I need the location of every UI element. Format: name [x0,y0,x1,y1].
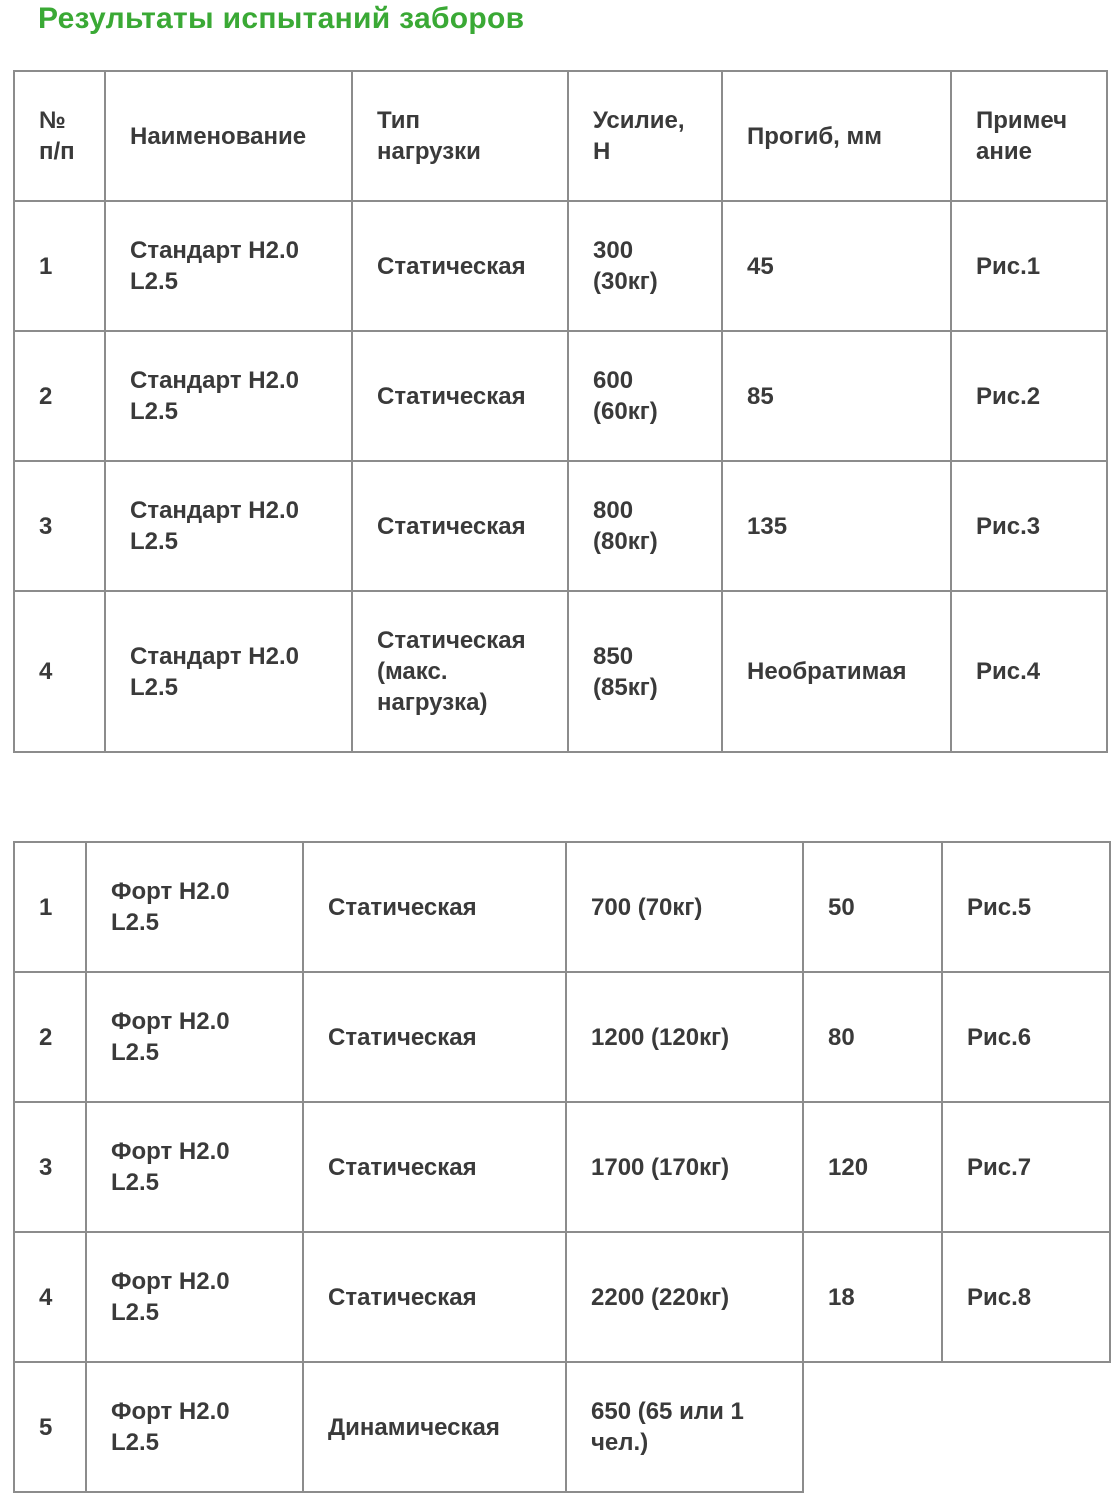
deflection-value: 50 [803,842,942,972]
cell-line: (85кг) [593,673,658,701]
table-row [14,842,1110,972]
note-ref: Рис.3 [951,461,1107,591]
cell-line: 2200 (220кг) [591,1283,730,1311]
standard-fence-results-table [13,70,1108,753]
cell-line: (80кг) [593,528,658,555]
cell-line: 650 (65 или 1 [591,1398,744,1425]
load-type: Статическая [303,842,566,972]
cell-line: L2.5 [111,1039,160,1066]
column-header [14,71,105,201]
note-ref: Рис.2 [951,331,1107,461]
cell-line: чел.) [591,1429,649,1456]
product-name [86,842,303,972]
product-name [105,201,352,331]
force-value [568,461,722,591]
cell-line: Усилие, [593,107,685,134]
column-header [105,71,352,201]
cell-line: L2.5 [130,398,179,425]
page-title: Результаты испытаний заборов [38,2,525,35]
cell-line: Н [593,138,611,165]
cell-line: Примеч [976,107,1068,134]
cell-line: 1200 (120кг) [591,1023,730,1051]
cell-line: 800 [593,497,634,524]
deflection-value: 120 [803,1102,942,1232]
force-value [566,842,803,972]
deflection-value: Необратимая [722,591,951,752]
load-type [352,201,568,331]
cell-line: нагрузки [377,138,481,165]
table-row [14,331,1107,461]
table-row [14,1232,1110,1362]
cell-line: Форт H2.0 [111,1398,230,1425]
cell-line: (макс. [377,658,448,685]
row-number: 3 [14,461,105,591]
load-type: Статическая [303,972,566,1102]
cell-line: Стандарт H2.0 [130,237,299,264]
cell-line: Тип [377,107,420,134]
cell-line: Форт H2.0 [111,1008,230,1035]
cell-line: L2.5 [111,1169,160,1196]
cell-line: Статическая [377,382,526,410]
cell-line: ание [976,138,1032,165]
load-type [352,461,568,591]
row-number: 1 [14,201,105,331]
cell-line: (60кг) [593,398,658,425]
deflection-value [803,1362,942,1492]
cell-line: L2.5 [130,268,179,295]
product-name [86,1102,303,1232]
column-header [722,71,951,201]
cell-line: № [39,107,66,134]
row-number: 1 [14,842,86,972]
table-row [14,972,1110,1102]
cell-line: Стандарт H2.0 [130,497,299,524]
force-value [568,201,722,331]
note-ref [942,1362,1110,1492]
cell-line: Статическая [377,252,526,280]
cell-line: Наименование [130,122,307,150]
note-ref: Рис.1 [951,201,1107,331]
note-ref: Рис.6 [942,972,1110,1102]
load-type [352,331,568,461]
deflection-value: 80 [803,972,942,1102]
force-value [566,1232,803,1362]
cell-line: Форт H2.0 [111,878,230,905]
row-number: 2 [14,331,105,461]
deflection-value: 85 [722,331,951,461]
force-value [566,972,803,1102]
note-ref: Рис.4 [951,591,1107,752]
row-number: 3 [14,1102,86,1232]
cell-line: 300 [593,237,634,264]
deflection-value: 18 [803,1232,942,1362]
load-type [352,591,568,752]
note-ref: Рис.8 [942,1232,1110,1362]
note-ref: Рис.5 [942,842,1110,972]
cell-line: п/п [39,138,75,165]
table-row [14,591,1107,752]
column-header [352,71,568,201]
cell-line: L2.5 [111,1299,160,1326]
cell-line: Стандарт H2.0 [130,367,299,394]
cell-line: Прогиб, мм [747,122,882,150]
product-name [86,1232,303,1362]
cell-line: L2.5 [130,528,179,555]
force-value [568,591,722,752]
load-type: Динамическая [303,1362,566,1492]
product-name [86,1362,303,1492]
force-value [566,1362,803,1492]
product-name [105,591,352,752]
column-header [568,71,722,201]
cell-line: 700 (70кг) [591,893,703,921]
product-name [86,972,303,1102]
fort-fence-results-table [13,841,1111,1493]
column-header [951,71,1107,201]
row-number: 4 [14,591,105,752]
cell-line: 850 [593,642,634,670]
cell-line: L2.5 [111,909,160,936]
cell-line: Статическая [377,627,526,654]
cell-line: нагрузка) [377,689,488,716]
table-row [14,1102,1110,1232]
row-number: 5 [14,1362,86,1492]
load-type: Статическая [303,1102,566,1232]
table-row [14,461,1107,591]
product-name [105,331,352,461]
cell-line: (30кг) [593,268,658,295]
cell-line: Форт H2.0 [111,1268,230,1295]
force-value [568,331,722,461]
row-number: 2 [14,972,86,1102]
deflection-value: 135 [722,461,951,591]
cell-line: Статическая [377,512,526,540]
cell-line: L2.5 [111,1429,160,1456]
row-number: 4 [14,1232,86,1362]
cell-line: L2.5 [130,673,179,701]
note-ref: Рис.7 [942,1102,1110,1232]
table-row [14,1362,1110,1492]
cell-line: Форт H2.0 [111,1138,230,1165]
table-header-row [14,71,1107,201]
deflection-value: 45 [722,201,951,331]
load-type: Статическая [303,1232,566,1362]
cell-line: 1700 (170кг) [591,1153,730,1181]
table-row [14,201,1107,331]
product-name [105,461,352,591]
force-value [566,1102,803,1232]
cell-line: 600 [593,367,634,394]
cell-line: Стандарт H2.0 [130,642,299,670]
